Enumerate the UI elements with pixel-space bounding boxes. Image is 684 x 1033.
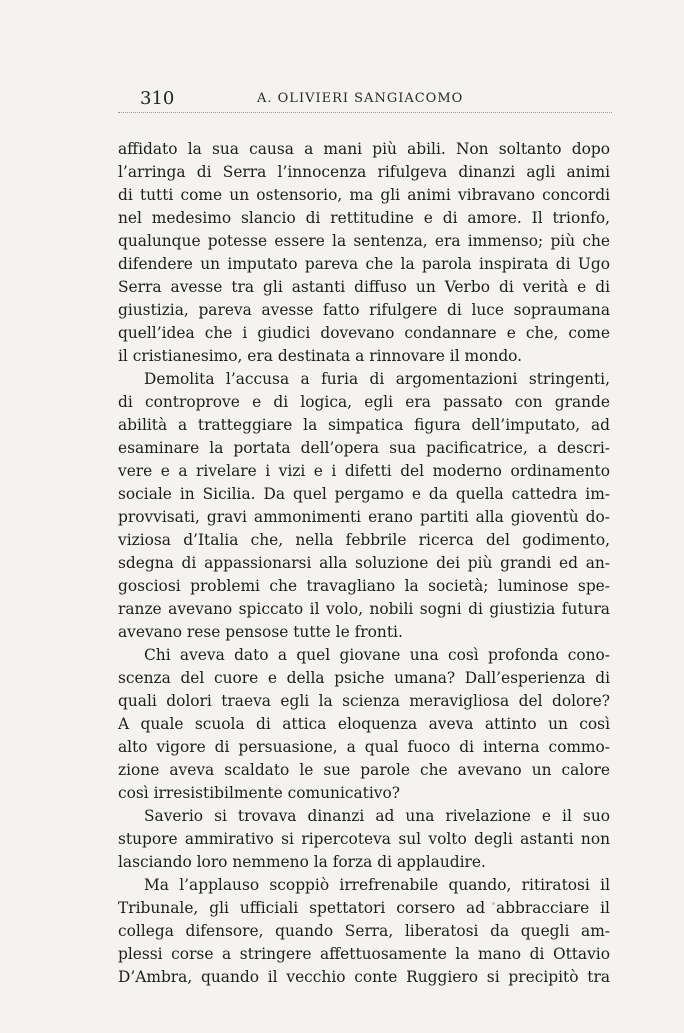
text-line: Tribunale, gli ufficiali spettatori corsero ad abbracciare il bbox=[118, 899, 610, 917]
text-line: sdegna di appassionarsi alla soluzione dei più grandi ed an- bbox=[118, 554, 610, 572]
paragraph-3 bbox=[118, 644, 610, 805]
text-line: avevano rese pensose tutte le fronti. bbox=[118, 623, 403, 641]
print-mark bbox=[492, 902, 495, 905]
text-line: quali dolori traeva egli la scienza meravigliosa del dolore? bbox=[118, 692, 610, 710]
text-line: qualunque potesse essere la sentenza, era immenso; più che bbox=[118, 232, 610, 250]
text-line: di controprove e di logica, egli era passato con grande bbox=[118, 393, 610, 411]
text-line: ranze avevano spiccato il volo, nobili sogni di giustizia futura bbox=[118, 600, 610, 618]
text-line: abilità a tratteggiare la simpatica figura dell’imputato, ad bbox=[118, 416, 610, 434]
text-line: l’arringa di Serra l’innocenza rifulgeva dinanzi agli animi bbox=[118, 163, 610, 181]
text-line: plessi corse a stringere affettuosamente la mano di Ottavio bbox=[118, 945, 610, 963]
text-line: scenza del cuore e della psiche umana? Dall’esperienza di bbox=[118, 669, 610, 687]
text-line: Serra avesse tra gli astanti diffuso un Verbo di verità e di bbox=[118, 278, 610, 296]
paragraph-1 bbox=[118, 138, 610, 368]
body-text bbox=[118, 138, 610, 989]
text-line: nel medesimo slancio di rettitudine e di amore. Il trionfo, bbox=[118, 209, 610, 227]
page-header bbox=[140, 88, 610, 112]
text-line: zione aveva scaldato le sue parole che avevano un calore bbox=[118, 761, 610, 779]
page-number: 310 bbox=[140, 88, 175, 109]
text-line: Ma l’applauso scoppiò irrefrenabile quando, ritiratosi il bbox=[144, 876, 610, 894]
text-line: A quale scuola di attica eloquenza aveva attinto un così bbox=[118, 715, 610, 733]
text-line: collega difensore, quando Serra, liberatosi da quegli am- bbox=[118, 922, 610, 940]
text-line: così irresistibilmente comunicativo? bbox=[118, 784, 401, 802]
text-line: lasciando loro nemmeno la forza di applaudire. bbox=[118, 853, 486, 871]
header-rule bbox=[118, 112, 612, 113]
text-line: alto vigore di persuasione, a qual fuoco di interna commo- bbox=[118, 738, 610, 756]
text-line: il cristianesimo, era destinata a rinnovare il mondo. bbox=[118, 347, 523, 365]
text-line: gosciosi problemi che travagliano la società; luminose spe- bbox=[118, 577, 610, 595]
text-line: quell’idea che i giudici dovevano condannare e che, come bbox=[118, 324, 610, 342]
text-line: stupore ammirativo si ripercoteva sul volto degli astanti non bbox=[118, 830, 610, 848]
paragraph-4 bbox=[118, 805, 610, 874]
text-line: vere e a rivelare i vizi e i difetti del moderno ordinamento bbox=[118, 462, 610, 480]
text-line: Chi aveva dato a quel giovane una così profonda cono- bbox=[144, 646, 610, 664]
paragraph-5 bbox=[118, 874, 610, 989]
text-line: Saverio si trovava dinanzi ad una rivelazione e il suo bbox=[144, 807, 610, 825]
paragraph-2 bbox=[118, 368, 610, 644]
text-line: giustizia, pareva avesse fatto rifulgere di luce sopraumana bbox=[118, 301, 610, 319]
text-line: sociale in Sicilia. Da quel pergamo e da quella cattedra im- bbox=[118, 485, 610, 503]
text-line: Demolita l’accusa a furia di argomentazioni stringenti, bbox=[144, 370, 610, 388]
text-line: esaminare la portata dell’opera sua pacificatrice, a descri- bbox=[118, 439, 610, 457]
text-line: difendere un imputato pareva che la parola inspirata di Ugo bbox=[118, 255, 610, 273]
running-head: A. OLIVIERI SANGIACOMO bbox=[257, 91, 464, 106]
text-line: provvisati, gravi ammonimenti erano partiti alla gioventù do- bbox=[118, 508, 610, 526]
text-line: di tutti come un ostensorio, ma gli animi vibravano concordi bbox=[118, 186, 610, 204]
text-line: viziosa d’Italia che, nella febbrile ricerca del godimento, bbox=[118, 531, 610, 549]
text-line: affidato la sua causa a mani più abili. Non soltanto dopo bbox=[118, 140, 610, 158]
text-line: D’Ambra, quando il vecchio conte Ruggiero si precipitò tra bbox=[118, 968, 610, 986]
